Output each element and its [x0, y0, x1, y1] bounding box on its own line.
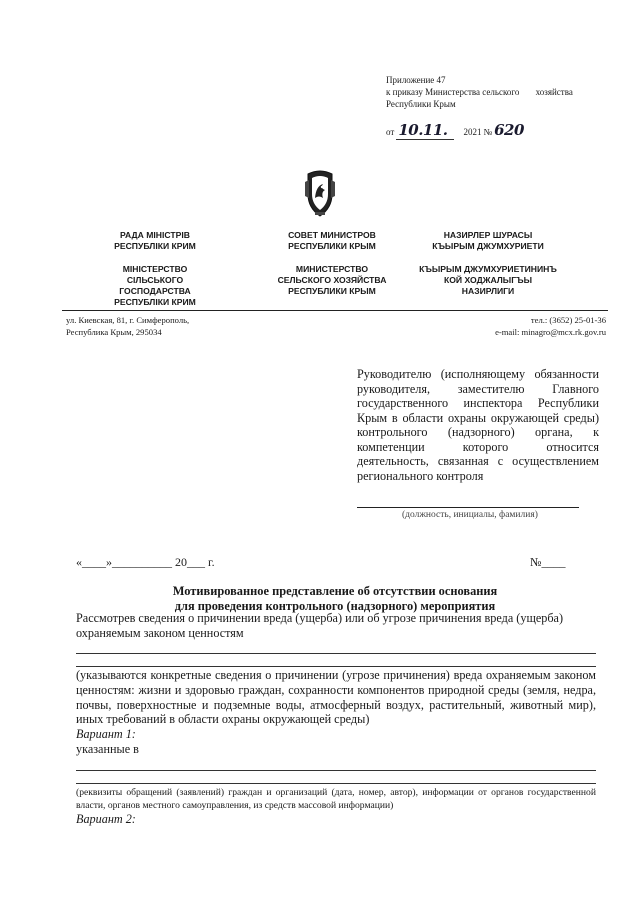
crimea-emblem-icon	[303, 168, 337, 218]
header-col-ukrainian	[95, 230, 215, 308]
col1-line-2: РЕСПУБЛІКИ КРИМ	[114, 241, 196, 251]
postal-address	[66, 314, 189, 338]
document-date-field: «____»__________ 20___ г.	[76, 555, 215, 569]
col1b-line-1: МІНІСТЕРСТВО	[122, 264, 188, 274]
requisites-note	[76, 787, 596, 826]
body-paragraph-2	[76, 668, 596, 757]
header-col-russian	[262, 230, 402, 297]
appendix-line-2a: к приказу Министерства сельского	[386, 87, 520, 97]
phone-line: тел.: (3652) 25-01-36	[530, 315, 606, 325]
col2-line-1: СОВЕТ МИНИСТРОВ	[288, 230, 376, 240]
col1-line-1: РАДА МІНІСТРІВ	[120, 230, 190, 240]
number-sign: №	[483, 127, 493, 137]
fill-line-3	[76, 770, 596, 771]
col2b-line-1: МИНИСТЕРСТВО	[295, 264, 369, 274]
col3-line-1: НАЗИРЛЕР ШУРАСЫ	[443, 230, 533, 240]
appendix-line-2	[386, 86, 606, 98]
col1b-line-2: СІЛЬСЬКОГО	[126, 275, 184, 285]
col2-line-2: РЕСПУБЛИКИ КРЫМ	[288, 241, 376, 251]
fill-line-4	[76, 783, 596, 784]
title-line-1: Мотивированное представление об отсутствии основания	[172, 584, 498, 598]
details-explanation: (указываются конкретные сведения о причинении (угрозе причинения) вреда охраняемым законом ценностям: жизни и здоровью граждан, сохранности компонентов природной среды (земля, недра, почвы, поверхностные и подземные воды, атмосферный воздух, растительный, животный мир), иных требований в области охраны окружающей среды)	[76, 668, 596, 727]
contact-info	[495, 314, 606, 338]
col2b-line-3: РЕСПУБЛИКИ КРЫМ	[288, 286, 376, 296]
appendix-line-1: Приложение 47	[386, 75, 446, 85]
title-line-2: для проведения контрольного (надзорного) мероприятия	[174, 599, 496, 613]
order-date-line	[386, 121, 524, 140]
body-paragraph-1: Рассмотрев сведения о причинении вреда (ущерба) или об угрозе причинения вреда (ущерба) охраняемым законом ценностям	[76, 611, 564, 640]
col1b-line-3: ГОСПОДАРСТВА	[119, 286, 191, 296]
col3b-line-1: КЪЫРЫМ ДЖУМХУРИЕТИНИНЪ	[419, 264, 557, 274]
col3b-line-2: КОЙ ХОДЖАЛЫГЪЫ НАЗИРЛИГИ	[444, 275, 532, 296]
order-year: 2021	[463, 127, 482, 137]
fill-line-2	[76, 666, 596, 667]
document-number-field: №____	[530, 555, 566, 569]
col3-line-2: КЪЫРЫМ ДЖУМХУРИЕТИ	[432, 241, 544, 251]
col1b-line-4: РЕСПУБЛІКИ КРИМ	[114, 297, 196, 307]
requisites-text: (реквизиты обращений (заявлений) граждан и организаций (дата, номер, автор), информации от органов государственной власти, органов местного самоуправления, из средств массовой информации)	[76, 787, 596, 811]
address-line-1: ул. Киевская, 81, г. Симферополь,	[66, 315, 190, 325]
handwritten-number: 620	[494, 121, 524, 139]
address-line-2: Республика Крым, 295034	[66, 327, 162, 337]
fill-line-1	[76, 653, 596, 654]
signature-line	[357, 507, 579, 508]
appendix-block	[386, 74, 606, 110]
col2b-line-2: СЕЛЬСКОГО ХОЗЯЙСТВА	[277, 275, 387, 285]
header-divider	[62, 310, 608, 311]
signature-caption: (должность, инициалы, фамилия)	[402, 510, 538, 520]
variant-2-label: Вариант 2:	[76, 812, 136, 826]
appendix-line-2b: хозяйства	[535, 87, 573, 97]
date-prefix: от	[386, 127, 395, 137]
handwritten-date: 10.11.	[396, 121, 453, 140]
variant-1-label: Вариант 1:	[76, 727, 136, 742]
document-title	[62, 584, 608, 614]
header-col-crimean-tatar	[418, 230, 558, 297]
variant-1-text: указанные в	[76, 741, 139, 756]
email-line: e-mail: minagro@mcx.rk.gov.ru	[495, 327, 606, 337]
addressee-block: Руководителю (исполняющему обязанности руководителя, заместителю Главного государственного инспектора Республики Крым в области охраны окружающей среды) контрольного (надзорного) органа, к компетенции которого относится деятельность, связанная с осуществлением регионального контроля	[357, 367, 599, 483]
appendix-line-3: Республики Крым	[386, 99, 456, 109]
